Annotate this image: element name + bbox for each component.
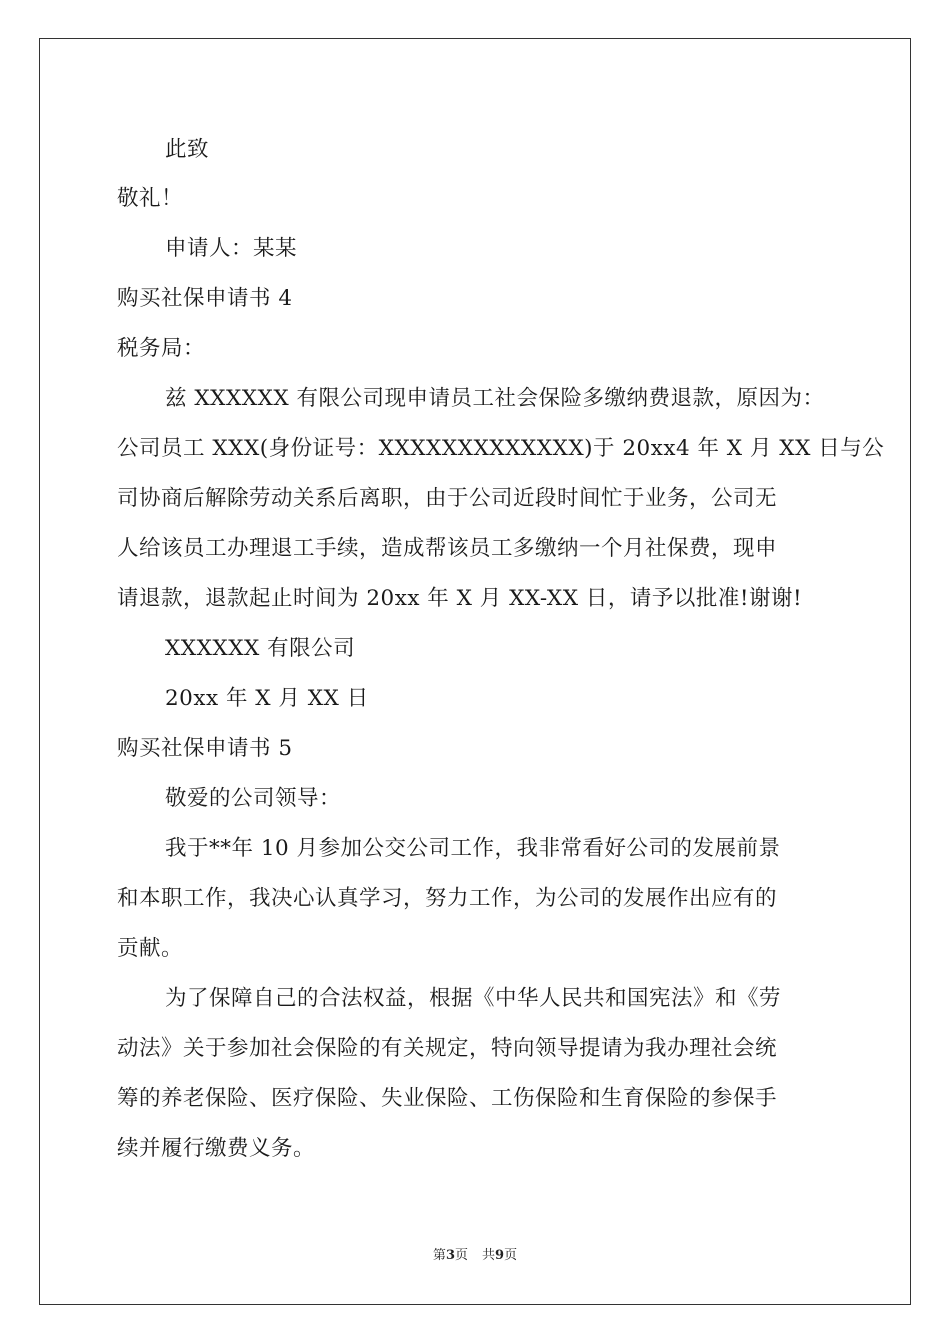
- salutation-line: 敬礼！: [117, 186, 184, 211]
- date-line: 20xx 年 X 月 XX 日: [165, 686, 369, 711]
- recipient-line: 税务局：: [117, 336, 206, 361]
- total-suffix: 页: [504, 1248, 518, 1263]
- paragraph-line: 为了保障自己的合法权益，根据《中华人民共和国宪法》和《劳: [165, 986, 782, 1011]
- paragraph-line: 司协商后解除劳动关系后离职，由于公司近段时间忙于业务，公司无: [117, 486, 778, 511]
- paragraph-line: 人给该员工办理退工手续，造成帮该员工多缴纳一个月社保费，现申: [117, 536, 778, 561]
- paragraph-line: 我于**年 10 月参加公交公司工作，我非常看好公司的发展前景: [165, 836, 781, 861]
- paragraph-line: 公司员工 XXX(身份证号：XXXXXXXXXXXXX)于 20xx4 年 X 月 XX 日与公: [117, 436, 885, 461]
- section-heading-5: 购买社保申请书 5: [117, 736, 293, 761]
- paragraph-line: 筹的养老保险、医疗保险、失业保险、工伤保险和生育保险的参保手: [117, 1086, 778, 1111]
- paragraph-line: 动法》关于参加社会保险的有关规定，特向领导提请为我办理社会统: [117, 1036, 778, 1061]
- page-prefix: 第: [432, 1248, 446, 1263]
- closing-line: 此致: [165, 137, 210, 162]
- page-footer: [0, 1247, 950, 1265]
- company-signature: XXXXXX 有限公司: [165, 636, 356, 661]
- total-prefix: 共: [482, 1248, 496, 1263]
- page-current: 3: [445, 1248, 455, 1263]
- paragraph-line: 和本职工作，我决心认真学习，努力工作，为公司的发展作出应有的: [117, 886, 778, 911]
- paragraph-line: 续并履行缴费义务。: [117, 1136, 316, 1161]
- paragraph-line: 请退款，退款起止时间为 20xx 年 X 月 XX-XX 日，请予以批准!谢谢!: [117, 586, 803, 611]
- page-border: [39, 38, 911, 1305]
- paragraph-line: 兹 XXXXXX 有限公司现申请员工社会保险多缴纳费退款，原因为：: [165, 386, 825, 411]
- applicant-line: 申请人：某某: [165, 236, 298, 261]
- paragraph-line: 贡献。: [117, 936, 184, 961]
- greeting-line: 敬爱的公司领导：: [165, 786, 342, 811]
- section-heading-4: 购买社保申请书 4: [117, 286, 293, 311]
- page-suffix: 页: [454, 1248, 468, 1263]
- total-pages: 9: [495, 1248, 505, 1263]
